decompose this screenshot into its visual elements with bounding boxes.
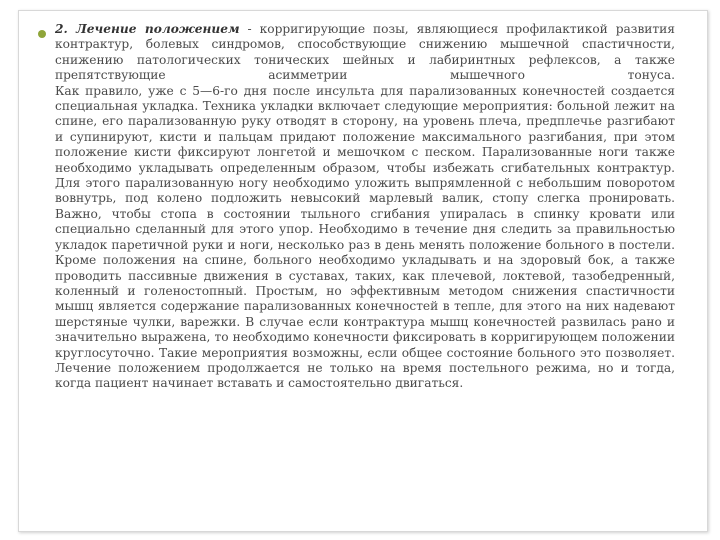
intro-paragraph	[55, 22, 675, 84]
bullet-marker	[38, 30, 46, 38]
text-block	[55, 22, 675, 392]
section-heading: 2. Лечение положением	[55, 22, 240, 36]
intro-text: - корригирующие позы, являющиеся профилактикой развития контрактур, болевых синдромов, способствующие снижению мышечной спастичности, снижению патологических тонических шейных и лабиринтных рефлексов, а также препятствующие асимметрии мышечного тонуса.	[55, 22, 675, 83]
body-paragraph: Как правило, уже с 5—6-го дня после инсульта для парализованных конечностей создается специальная укладка. Техника укладки включает следующие мероприятия: больной лежит на спине, его парализованную руку отводят в сторону, на уровень плеча, предплечье разгибают и супинируют, кисти и пальцам придают положение максимального разгибания, при этом положение кисти фиксируют лонгетой и мешочком с песком. Парализованные ноги также необходимо укладывать определенным образом, чтобы избежать сгибательных контрактур. Для этого парализованную ногу необходимо уложить выпрямленной с небольшим поворотом вовнутрь, под колено подложить невысокий марлевый валик, стопу слегка пронировать. Важно, чтобы стопа в состоянии тыльного сгибания упиралась в спинку кровати или специально сделанный для этого упор. Необходимо в течение дня следить за правильностью укладок паретичной руки и ноги, несколько раз в день менять положение больного в постели. Кроме положения на спине, больного необходимо укладывать и на здоровый бок, а также проводить пассивные движения в суставах, таких, как плечевой, локтевой, тазобедренный, коленный и голеностопный. Простым, но эффективным методом снижения спастичности мышц является содержание парализованных конечностей в тепле, для этого на них надевают шерстяные чулки, варежки. В случае если контрактура мышц конечностей развилась рано и значительно выражена, то необходимо конечности фиксировать в корригирующем положении круглосуточно. Такие мероприятия возможны, если общее состояние больного это позволяет. Лечение положением продолжается не только на время постельного режима, но и тогда, когда пациент начинает вставать и самостоятельно двигаться.	[55, 83, 675, 391]
